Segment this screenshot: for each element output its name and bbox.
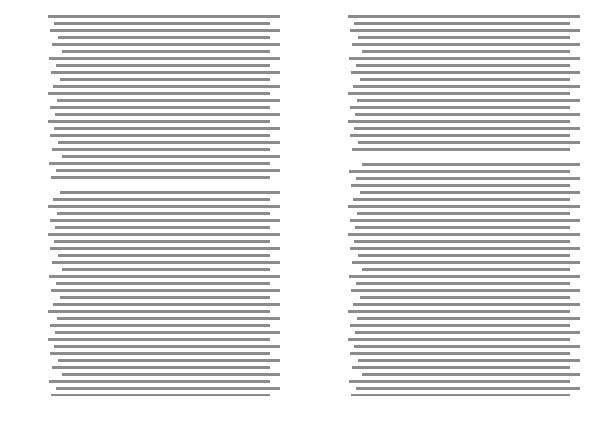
verse-placeholder	[55, 226, 270, 229]
verse-placeholder	[355, 226, 570, 229]
verse-placeholder	[56, 282, 270, 285]
verse-line	[322, 147, 580, 152]
verse-placeholder	[360, 78, 570, 81]
verse-placeholder	[362, 268, 570, 271]
verse-placeholder	[50, 134, 270, 137]
verse-placeholder	[349, 380, 570, 383]
verse-placeholder	[355, 113, 580, 116]
verse-placeholder	[358, 36, 570, 39]
verse-line	[22, 154, 280, 159]
verse-placeholder	[348, 120, 570, 123]
verse-line	[322, 84, 580, 89]
verse-placeholder	[353, 85, 580, 88]
verse-line	[22, 365, 280, 370]
verse-line	[322, 372, 580, 377]
verse-placeholder	[360, 191, 580, 194]
verse-line	[22, 140, 280, 145]
verse-placeholder	[58, 141, 280, 144]
section-break	[22, 182, 280, 188]
verse-line	[322, 358, 580, 363]
verse-line	[322, 344, 580, 349]
verse-line	[322, 197, 580, 202]
verse-line	[322, 126, 580, 131]
verse-line	[22, 28, 280, 33]
verse-line	[322, 379, 580, 384]
verse-placeholder	[49, 57, 280, 60]
verse-line	[322, 295, 580, 300]
verse-line	[322, 288, 580, 293]
verse-line	[22, 21, 280, 26]
verse-line	[322, 183, 580, 188]
verse-line	[22, 267, 280, 272]
verse-line	[322, 246, 580, 251]
verse-line	[322, 35, 580, 40]
verse-placeholder	[352, 261, 580, 264]
verse-placeholder	[62, 155, 280, 158]
verse-placeholder	[48, 233, 280, 236]
verse-placeholder	[357, 317, 580, 320]
verse-placeholder	[350, 352, 570, 355]
verse-line	[22, 211, 280, 216]
verse-line	[322, 316, 580, 321]
verse-placeholder	[348, 338, 570, 341]
verse-placeholder	[356, 387, 580, 390]
verse-line	[322, 260, 580, 265]
verse-placeholder	[351, 184, 570, 187]
verse-line	[22, 344, 280, 349]
verse-line	[22, 372, 280, 377]
verse-placeholder	[349, 170, 570, 173]
verse-placeholder	[348, 205, 580, 208]
verse-placeholder	[349, 57, 580, 60]
verse-line	[22, 246, 280, 251]
verse-placeholder	[60, 296, 270, 299]
verse-line	[22, 337, 280, 342]
verse-line	[22, 379, 280, 384]
verse-placeholder	[49, 380, 270, 383]
verse-placeholder	[351, 289, 580, 292]
verse-placeholder	[58, 254, 270, 257]
verse-placeholder	[48, 15, 280, 18]
page-right	[322, 14, 580, 396]
verse-line	[22, 393, 280, 396]
verse-line	[22, 14, 280, 19]
verse-placeholder	[62, 373, 280, 376]
verse-placeholder	[48, 92, 270, 95]
verse-line	[322, 232, 580, 237]
verse-placeholder	[354, 345, 580, 348]
verse-line	[322, 112, 580, 117]
verse-placeholder	[357, 212, 570, 215]
verse-line	[22, 232, 280, 237]
verse-placeholder	[51, 176, 270, 179]
verse-line	[322, 56, 580, 61]
verse-placeholder	[62, 268, 270, 271]
verse-line	[322, 49, 580, 54]
verse-placeholder	[354, 127, 580, 130]
verse-line	[322, 91, 580, 96]
verse-line	[22, 147, 280, 152]
verse-placeholder	[362, 50, 570, 53]
section-break	[322, 154, 580, 160]
verse-line	[22, 295, 280, 300]
verse-line	[322, 309, 580, 314]
verse-line	[322, 211, 580, 216]
verse-line	[322, 204, 580, 209]
verse-line	[322, 105, 580, 110]
verse-placeholder	[60, 191, 280, 194]
verse-line	[322, 323, 580, 328]
verse-line	[22, 49, 280, 54]
verse-placeholder	[350, 29, 580, 32]
verse-line	[322, 337, 580, 342]
verse-line	[22, 260, 280, 265]
verse-line	[22, 98, 280, 103]
verse-placeholder	[62, 50, 270, 53]
verse-placeholder	[349, 275, 580, 278]
verse-placeholder	[50, 29, 280, 32]
verse-placeholder	[52, 366, 270, 369]
verse-line	[22, 190, 280, 195]
verse-line	[22, 133, 280, 138]
verse-line	[22, 316, 280, 321]
verse-placeholder	[50, 247, 280, 250]
verse-line	[22, 35, 280, 40]
verse-placeholder	[350, 134, 570, 137]
verse-placeholder	[348, 15, 580, 18]
verse-line	[22, 323, 280, 328]
verse-placeholder	[353, 303, 580, 306]
verse-placeholder	[57, 212, 270, 215]
verse-line	[22, 70, 280, 75]
verse-line	[322, 28, 580, 33]
verse-line	[22, 112, 280, 117]
verse-line	[322, 253, 580, 258]
verse-placeholder	[354, 240, 570, 243]
verse-placeholder	[356, 282, 570, 285]
verse-placeholder	[350, 324, 570, 327]
verse-line	[22, 91, 280, 96]
verse-line	[322, 218, 580, 223]
verse-line	[22, 204, 280, 209]
verse-placeholder	[51, 289, 280, 292]
verse-placeholder	[356, 177, 580, 180]
verse-placeholder	[54, 345, 280, 348]
verse-placeholder	[58, 36, 270, 39]
verse-placeholder	[57, 317, 280, 320]
verse-placeholder	[352, 366, 570, 369]
verse-placeholder	[362, 373, 580, 376]
verse-line	[22, 302, 280, 307]
page-left-text	[22, 14, 280, 396]
verse-line	[322, 42, 580, 47]
verse-placeholder	[53, 198, 270, 201]
verse-line	[22, 351, 280, 356]
verse-placeholder	[350, 106, 570, 109]
verse-line	[22, 218, 280, 223]
verse-placeholder	[48, 120, 270, 123]
verse-placeholder	[49, 275, 280, 278]
verse-line	[322, 169, 580, 174]
verse-line	[322, 63, 580, 68]
verse-line	[22, 175, 280, 180]
verse-line	[22, 281, 280, 286]
verse-placeholder	[50, 352, 270, 355]
verse-placeholder	[52, 261, 280, 264]
verse-line	[322, 190, 580, 195]
verse-placeholder	[50, 106, 270, 109]
verse-placeholder	[351, 394, 570, 396]
verse-line	[322, 162, 580, 167]
verse-line	[322, 365, 580, 370]
verse-placeholder	[352, 148, 570, 151]
verse-line	[322, 14, 580, 19]
verse-line	[22, 239, 280, 244]
verse-placeholder	[54, 240, 270, 243]
verse-placeholder	[55, 331, 280, 334]
verse-placeholder	[354, 22, 570, 25]
verse-placeholder	[56, 387, 280, 390]
verse-placeholder	[58, 359, 280, 362]
verse-line	[22, 386, 280, 391]
verse-placeholder	[352, 43, 580, 46]
verse-line	[322, 330, 580, 335]
verse-placeholder	[355, 331, 580, 334]
verse-placeholder	[358, 141, 580, 144]
verse-placeholder	[52, 43, 280, 46]
verse-placeholder	[353, 198, 570, 201]
verse-placeholder	[54, 22, 270, 25]
verse-placeholder	[357, 99, 580, 102]
verse-placeholder	[56, 169, 280, 172]
page-left	[22, 14, 280, 396]
verse-line	[322, 21, 580, 26]
verse-placeholder	[348, 233, 580, 236]
verse-line	[22, 63, 280, 68]
verse-line	[22, 168, 280, 173]
verse-line	[322, 351, 580, 356]
verse-line	[322, 98, 580, 103]
verse-line	[322, 77, 580, 82]
verse-placeholder	[50, 219, 280, 222]
verse-placeholder	[52, 148, 270, 151]
verse-placeholder	[350, 219, 580, 222]
verse-line	[322, 225, 580, 230]
verse-line	[22, 330, 280, 335]
verse-line	[322, 119, 580, 124]
verse-placeholder	[51, 71, 280, 74]
verse-line	[22, 253, 280, 258]
verse-line	[22, 288, 280, 293]
verse-line	[22, 161, 280, 166]
page-right-text	[322, 14, 580, 396]
verse-line	[322, 133, 580, 138]
verse-placeholder	[56, 64, 270, 67]
verse-line	[22, 225, 280, 230]
verse-line	[22, 56, 280, 61]
verse-placeholder	[348, 310, 570, 313]
verse-placeholder	[358, 254, 570, 257]
verse-placeholder	[54, 127, 280, 130]
verse-placeholder	[60, 78, 270, 81]
verse-line	[22, 358, 280, 363]
verse-placeholder	[350, 247, 580, 250]
verse-placeholder	[360, 296, 570, 299]
verse-line	[22, 274, 280, 279]
verse-line	[322, 302, 580, 307]
verse-line	[322, 140, 580, 145]
verse-line	[322, 274, 580, 279]
verse-placeholder	[358, 359, 580, 362]
verse-placeholder	[362, 163, 580, 166]
verse-placeholder	[48, 338, 270, 341]
verse-line	[22, 119, 280, 124]
verse-line	[22, 126, 280, 131]
verse-line	[322, 239, 580, 244]
verse-placeholder	[57, 99, 280, 102]
verse-placeholder	[49, 162, 270, 165]
verse-placeholder	[348, 92, 570, 95]
verse-line	[22, 309, 280, 314]
verse-placeholder	[48, 310, 270, 313]
verse-line	[22, 197, 280, 202]
verse-line	[322, 393, 580, 396]
verse-line	[322, 281, 580, 286]
verse-line	[322, 70, 580, 75]
verse-placeholder	[351, 71, 580, 74]
verse-line	[22, 105, 280, 110]
verse-line	[22, 77, 280, 82]
verse-placeholder	[356, 64, 570, 67]
verse-placeholder	[53, 85, 280, 88]
verse-line	[322, 267, 580, 272]
verse-placeholder	[55, 113, 280, 116]
verse-placeholder	[51, 394, 270, 396]
verse-line	[22, 42, 280, 47]
verse-line	[22, 84, 280, 89]
verse-line	[322, 176, 580, 181]
verse-placeholder	[48, 205, 280, 208]
verse-placeholder	[53, 303, 280, 306]
verse-placeholder	[50, 324, 270, 327]
verse-line	[322, 386, 580, 391]
